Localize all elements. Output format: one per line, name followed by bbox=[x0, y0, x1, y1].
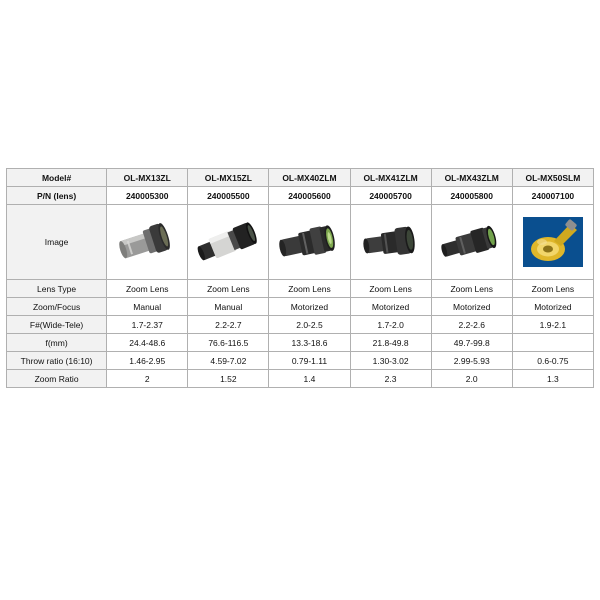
cell-model-4: OL-MX43ZLM bbox=[431, 169, 512, 187]
cell-throw-ratio-2: 0.79-1.11 bbox=[269, 352, 350, 370]
cell-image-2 bbox=[269, 205, 350, 280]
cell-zoom-ratio-1: 1.52 bbox=[188, 370, 269, 388]
cell-pn-2: 240005600 bbox=[269, 187, 350, 205]
lens-specification-table bbox=[6, 168, 594, 388]
cell-pn-0: 240005300 bbox=[107, 187, 188, 205]
table-row-focal-length bbox=[7, 334, 594, 352]
cell-focal-length-1: 76.6-116.5 bbox=[188, 334, 269, 352]
cell-zoom-focus-2: Motorized bbox=[269, 298, 350, 316]
cell-f-number-0: 1.7-2.37 bbox=[107, 316, 188, 334]
zoom-lens-silver-icon bbox=[108, 211, 186, 273]
motorized-tele-lens-icon bbox=[433, 211, 511, 273]
table-row-lens-type bbox=[7, 280, 594, 298]
cell-zoom-focus-5: Motorized bbox=[512, 298, 593, 316]
table-row-zoom-focus bbox=[7, 298, 594, 316]
cell-throw-ratio-4: 2.99-5.93 bbox=[431, 352, 512, 370]
cell-model-1: OL-MX15ZL bbox=[188, 169, 269, 187]
row-label-zoom-focus: Zoom/Focus bbox=[7, 298, 107, 316]
row-label-model: Model# bbox=[7, 169, 107, 187]
cell-lens-type-3: Zoom Lens bbox=[350, 280, 431, 298]
table-row-throw-ratio bbox=[7, 352, 594, 370]
cell-f-number-1: 2.2-2.7 bbox=[188, 316, 269, 334]
cell-throw-ratio-3: 1.30-3.02 bbox=[350, 352, 431, 370]
cell-lens-type-4: Zoom Lens bbox=[431, 280, 512, 298]
cell-lens-type-1: Zoom Lens bbox=[188, 280, 269, 298]
cell-model-5: OL-MX50SLM bbox=[512, 169, 593, 187]
cell-f-number-3: 1.7-2.0 bbox=[350, 316, 431, 334]
cell-focal-length-0: 24.4-48.6 bbox=[107, 334, 188, 352]
cell-model-2: OL-MX40ZLM bbox=[269, 169, 350, 187]
table-row-pn bbox=[7, 187, 594, 205]
row-label-focal-length: f(mm) bbox=[7, 334, 107, 352]
row-label-throw-ratio: Throw ratio (16:10) bbox=[7, 352, 107, 370]
cell-focal-length-4: 49.7-99.8 bbox=[431, 334, 512, 352]
motorized-lens-green-coat-icon bbox=[270, 211, 348, 273]
cell-lens-type-5: Zoom Lens bbox=[512, 280, 593, 298]
row-label-lens-type: Lens Type bbox=[7, 280, 107, 298]
cell-focal-length-5 bbox=[512, 334, 593, 352]
cell-lens-type-0: Zoom Lens bbox=[107, 280, 188, 298]
cell-zoom-focus-1: Manual bbox=[188, 298, 269, 316]
cell-image-5 bbox=[512, 205, 593, 280]
cell-image-1 bbox=[188, 205, 269, 280]
cell-pn-4: 240005800 bbox=[431, 187, 512, 205]
cell-pn-5: 240007100 bbox=[512, 187, 593, 205]
cell-f-number-5: 1.9-2.1 bbox=[512, 316, 593, 334]
cell-focal-length-3: 21.8-49.8 bbox=[350, 334, 431, 352]
cell-zoom-ratio-3: 2.3 bbox=[350, 370, 431, 388]
cell-pn-1: 240005500 bbox=[188, 187, 269, 205]
cell-zoom-ratio-4: 2.0 bbox=[431, 370, 512, 388]
row-label-f-number: F#(Wide-Tele) bbox=[7, 316, 107, 334]
cell-throw-ratio-0: 1.46-2.95 bbox=[107, 352, 188, 370]
cell-image-0 bbox=[107, 205, 188, 280]
cell-throw-ratio-1: 4.59-7.02 bbox=[188, 352, 269, 370]
zoom-lens-long-black-icon bbox=[189, 211, 267, 273]
motorized-lens-black-icon bbox=[352, 211, 430, 273]
cell-f-number-4: 2.2-2.6 bbox=[431, 316, 512, 334]
cell-model-0: OL-MX13ZL bbox=[107, 169, 188, 187]
cell-throw-ratio-5: 0.6-0.75 bbox=[512, 352, 593, 370]
row-label-zoom-ratio: Zoom Ratio bbox=[7, 370, 107, 388]
cell-zoom-ratio-0: 2 bbox=[107, 370, 188, 388]
cell-image-4 bbox=[431, 205, 512, 280]
cell-model-3: OL-MX41ZLM bbox=[350, 169, 431, 187]
table-row-model bbox=[7, 169, 594, 187]
cell-f-number-2: 2.0-2.5 bbox=[269, 316, 350, 334]
cell-zoom-ratio-2: 1.4 bbox=[269, 370, 350, 388]
row-label-image: Image bbox=[7, 205, 107, 280]
cell-zoom-ratio-5: 1.3 bbox=[512, 370, 593, 388]
cell-zoom-focus-0: Manual bbox=[107, 298, 188, 316]
ultra-short-throw-lens-icon bbox=[514, 211, 592, 273]
cell-image-3 bbox=[350, 205, 431, 280]
cell-zoom-focus-4: Motorized bbox=[431, 298, 512, 316]
cell-zoom-focus-3: Motorized bbox=[350, 298, 431, 316]
row-label-pn: P/N (lens) bbox=[7, 187, 107, 205]
cell-focal-length-2: 13.3-18.6 bbox=[269, 334, 350, 352]
cell-pn-3: 240005700 bbox=[350, 187, 431, 205]
cell-lens-type-2: Zoom Lens bbox=[269, 280, 350, 298]
table-row-zoom-ratio bbox=[7, 370, 594, 388]
table-row-f-number bbox=[7, 316, 594, 334]
table-row-image bbox=[7, 205, 594, 280]
